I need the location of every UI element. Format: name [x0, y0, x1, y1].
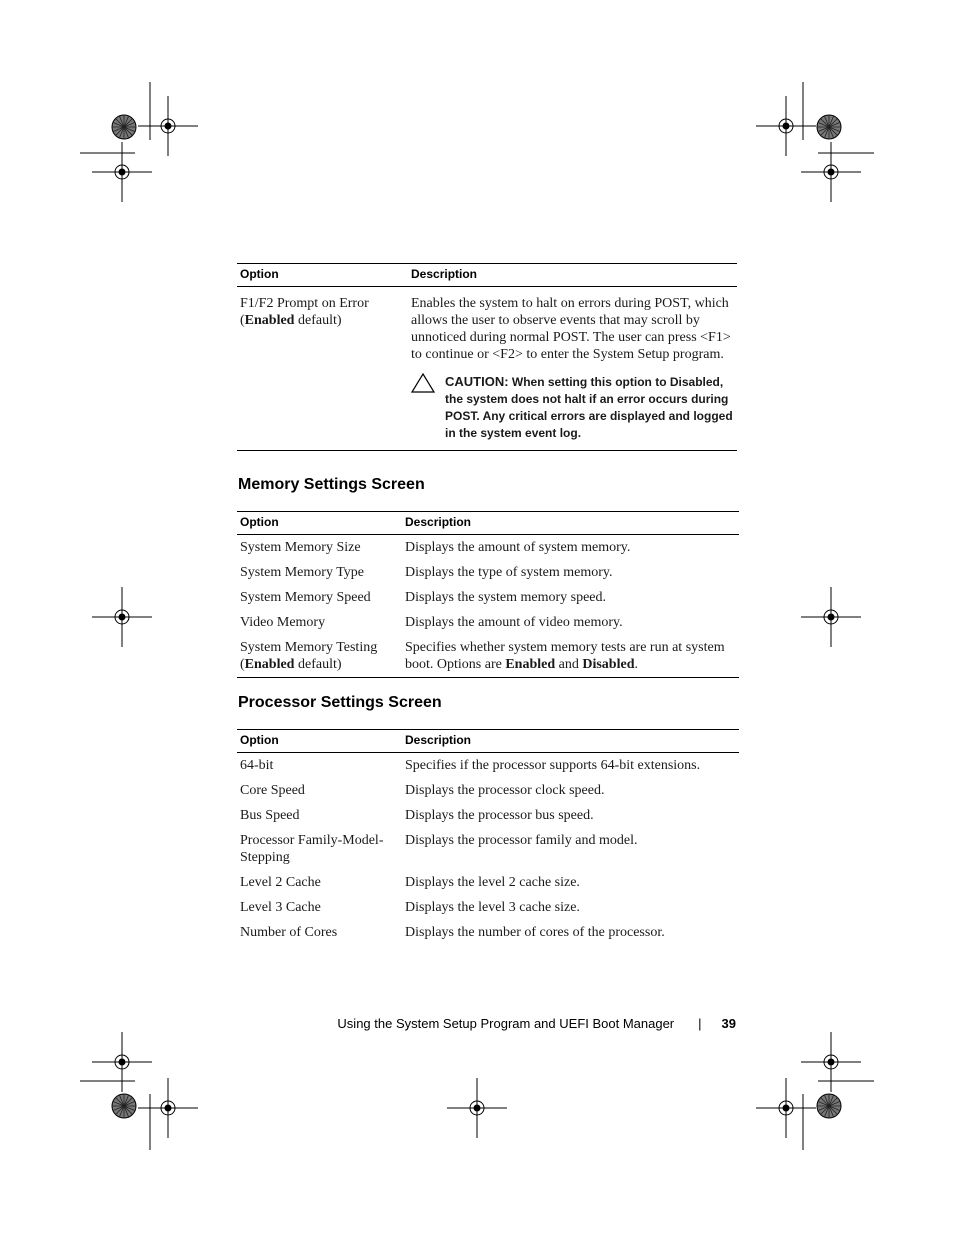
- memory-settings-table: [237, 511, 739, 678]
- description-text: and: [555, 657, 583, 672]
- option-description: Enables the system to halt on errors during POST, which allows the user to observe events that may scroll by unnoticed during normal POST. The user can press <F1> to continue or <F2> to enter the System Setup program.: [411, 296, 731, 362]
- table-row: [237, 753, 739, 779]
- description-text: .: [634, 657, 638, 672]
- registration-cross-icon: [92, 587, 152, 647]
- option-value-enabled: Enabled: [505, 657, 556, 672]
- table-row: [237, 585, 739, 610]
- option-name: System Memory Testing: [240, 640, 378, 655]
- caution-text-block: [445, 373, 734, 442]
- registration-cross-icon: [92, 142, 152, 202]
- description-cell: [408, 287, 737, 451]
- registration-cross-icon: [801, 142, 861, 202]
- table-row: [237, 895, 739, 920]
- description-column-header: Description: [402, 512, 739, 535]
- registration-wheel-icon: [817, 115, 841, 139]
- option-column-header: Option: [237, 512, 402, 535]
- description-cell: Displays the number of cores of the processor.: [405, 925, 665, 940]
- description-cell: Displays the processor clock speed.: [405, 783, 605, 798]
- option-cell: Level 2 Cache: [240, 875, 321, 890]
- description-column-header: Description: [408, 264, 737, 287]
- registration-cross-icon: [756, 96, 816, 156]
- processor-section-title: Processor Settings Screen: [238, 694, 442, 711]
- table-row: [237, 803, 739, 828]
- description-text: Specifies whether system memory tests are run at system boot. Options are: [405, 640, 725, 672]
- option-default-value: Enabled: [244, 657, 295, 672]
- option-value-disabled: Disabled: [582, 657, 635, 672]
- table-row: [237, 828, 739, 870]
- table-row: [237, 635, 739, 678]
- option-cell: System Memory Type: [240, 565, 364, 580]
- caution-note: [411, 373, 734, 442]
- description-cell: Displays the amount of video memory.: [405, 615, 623, 630]
- caution-text: When setting this option to Disabled, the system does not halt if an error occurs during POST. Any critical errors are displayed and logged in the system event log.: [445, 375, 733, 440]
- registration-cross-icon: [138, 1078, 198, 1138]
- option-cell: System Memory Speed: [240, 590, 371, 605]
- option-column-header: Option: [237, 730, 402, 753]
- memory-section-title: Memory Settings Screen: [238, 476, 425, 493]
- description-cell: Displays the processor family and model.: [405, 833, 638, 848]
- table-row: [237, 870, 739, 895]
- caution-icon: [411, 373, 445, 442]
- option-cell: [237, 287, 408, 451]
- option-cell: Video Memory: [240, 615, 326, 630]
- description-cell: Specifies if the processor supports 64-bit extensions.: [405, 758, 701, 773]
- option-default-suffix: default): [294, 657, 342, 672]
- table-row: [237, 560, 739, 585]
- registration-wheel-icon: [112, 115, 136, 139]
- option-default-suffix: default): [294, 313, 342, 328]
- description-cell: Displays the system memory speed.: [405, 590, 607, 605]
- table-row: [237, 287, 737, 451]
- registration-wheel-icon: [817, 1094, 841, 1118]
- table-header-row: [237, 512, 739, 535]
- table-header-row: [237, 730, 739, 753]
- option-paren: (: [240, 657, 245, 672]
- option-paren: (: [240, 313, 245, 328]
- option-cell: System Memory Size: [240, 540, 361, 555]
- description-cell: Displays the type of system memory.: [405, 565, 613, 580]
- option-column-header: Option: [237, 264, 408, 287]
- option-cell: Core Speed: [240, 783, 305, 798]
- option-cell: Number of Cores: [240, 925, 338, 940]
- option-cell: Bus Speed: [240, 808, 300, 823]
- option-cell: Level 3 Cache: [240, 900, 321, 915]
- table-row: [237, 535, 739, 561]
- option-cell: 64-bit: [240, 758, 274, 773]
- description-cell: [402, 635, 739, 678]
- caution-label: CAUTION:: [445, 374, 509, 389]
- page-number: 39: [721, 1016, 736, 1031]
- description-column-header: Description: [402, 730, 739, 753]
- running-title: Using the System Setup Program and UEFI Boot Manager: [337, 1016, 675, 1031]
- table-row: [237, 920, 739, 945]
- page-footer: [300, 1016, 736, 1031]
- option-cell: Processor Family-Model-Stepping: [240, 833, 384, 865]
- description-cell: Displays the processor bus speed.: [405, 808, 594, 823]
- footer-separator: |: [698, 1016, 702, 1031]
- table-row: [237, 778, 739, 803]
- description-cell: Displays the amount of system memory.: [405, 540, 631, 555]
- description-cell: Displays the level 2 cache size.: [405, 875, 580, 890]
- table-row: [237, 610, 739, 635]
- registration-cross-icon: [756, 1078, 816, 1138]
- registration-wheel-icon: [112, 1094, 136, 1118]
- registration-cross-icon: [92, 1032, 152, 1092]
- option-default-value: Enabled: [244, 313, 295, 328]
- processor-settings-table: [237, 729, 739, 945]
- option-name: F1/F2 Prompt on Error: [240, 296, 369, 311]
- table-header-row: [237, 264, 737, 287]
- description-cell: Displays the level 3 cache size.: [405, 900, 580, 915]
- error-prompt-table: [237, 263, 737, 451]
- registration-cross-icon: [447, 1078, 507, 1138]
- option-cell: [237, 635, 402, 678]
- registration-cross-icon: [138, 96, 198, 156]
- registration-cross-icon: [801, 1032, 861, 1092]
- registration-cross-icon: [801, 587, 861, 647]
